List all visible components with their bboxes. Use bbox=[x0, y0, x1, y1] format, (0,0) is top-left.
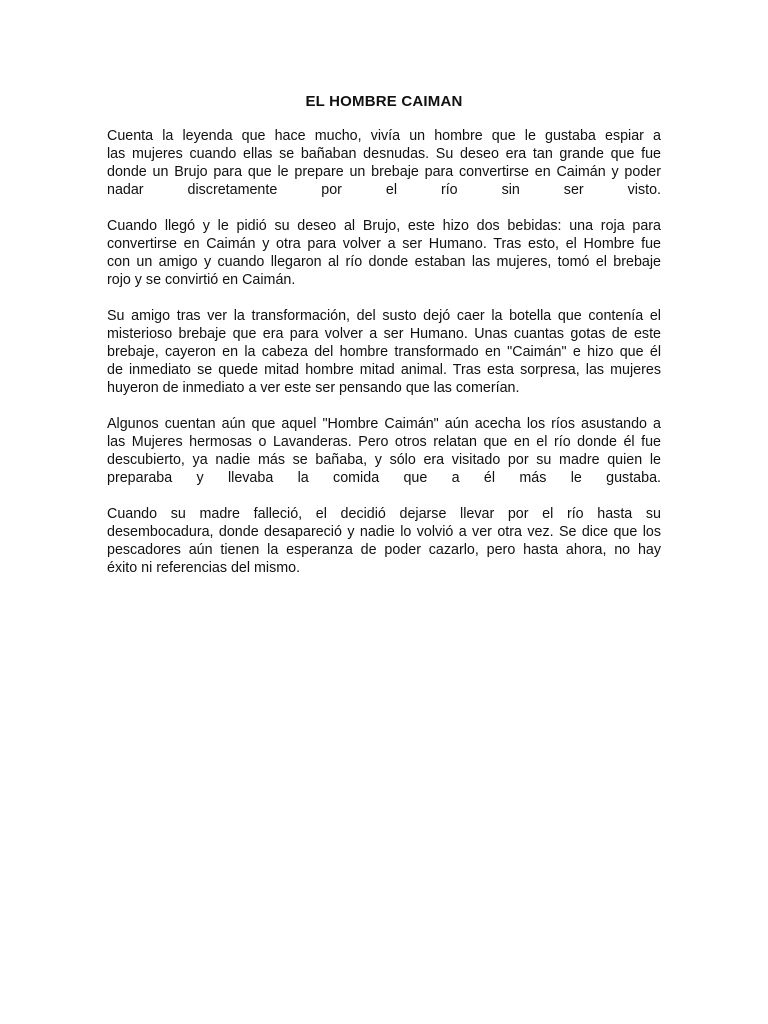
paragraph-1 bbox=[107, 127, 661, 199]
paragraph-line: misterioso brebaje que era para volver a ser Humano. Unas cuantas gotas de este bbox=[107, 326, 661, 342]
paragraph-line: con un amigo y cuando llegaron al río donde estaban las mujeres, tomó el brebaje bbox=[107, 254, 661, 270]
paragraph-line: de inmediato se quede mitad hombre mitad animal. Tras esta sorpresa, las mujeres bbox=[107, 362, 661, 378]
paragraph-4 bbox=[107, 415, 661, 487]
paragraph-2 bbox=[107, 217, 661, 289]
paragraph-line: Cuando llegó y le pidió su deseo al Brujo, este hizo dos bebidas: una roja para bbox=[107, 218, 661, 234]
paragraph-line: donde un Brujo para que le prepare un brebaje para convertirse en Caimán y poder bbox=[107, 164, 661, 180]
document-title: EL HOMBRE CAIMAN bbox=[305, 93, 463, 110]
paragraph-line: desembocadura, donde desapareció y nadie lo volvió a ver otra vez. Se dice que los bbox=[107, 524, 661, 540]
paragraph-line: convertirse en Caimán y otra para volver a ser Humano. Tras esto, el Hombre fue bbox=[107, 236, 661, 252]
paragraph-line: descubierto, ya nadie más se bañaba, y sólo era visitado por su madre quien le bbox=[107, 452, 661, 468]
paragraph-line: Su amigo tras ver la transformación, del susto dejó caer la botella que contenía el bbox=[107, 308, 661, 324]
paragraph-line: Algunos cuentan aún que aquel "Hombre Caimán" aún acecha los ríos asustando a bbox=[107, 416, 661, 432]
paragraph-line: Cuando su madre falleció, el decidió dejarse llevar por el río hasta su bbox=[107, 506, 661, 522]
paragraph-3 bbox=[107, 307, 661, 397]
paragraph-line: Cuenta la leyenda que hace mucho, vivía un hombre que le gustaba espiar a bbox=[107, 128, 661, 144]
paragraph-line: preparaba y llevaba la comida que a él más le gustaba. bbox=[107, 470, 661, 486]
paragraph-line: las Mujeres hermosas o Lavanderas. Pero otros relatan que en el río donde él fue bbox=[107, 434, 661, 450]
paragraph-line: brebaje, cayeron en la cabeza del hombre transformado en "Caimán" e hizo que él bbox=[107, 344, 661, 360]
paragraph-line: las mujeres cuando ellas se bañaban desnudas. Su deseo era tan grande que fue bbox=[107, 146, 661, 162]
paragraph-5 bbox=[107, 505, 661, 577]
paragraph-line: éxito ni referencias del mismo. bbox=[107, 560, 301, 576]
document-body bbox=[107, 127, 661, 595]
paragraph-line: nadar discretamente por el río sin ser visto. bbox=[107, 182, 661, 198]
paragraph-line: rojo y se convirtió en Caimán. bbox=[107, 272, 296, 288]
paragraph-line: huyeron de inmediato a ver este ser pensando que las comerían. bbox=[107, 380, 520, 396]
paragraph-line: pescadores aún tienen la esperanza de poder cazarlo, pero hasta ahora, no hay bbox=[107, 542, 661, 558]
